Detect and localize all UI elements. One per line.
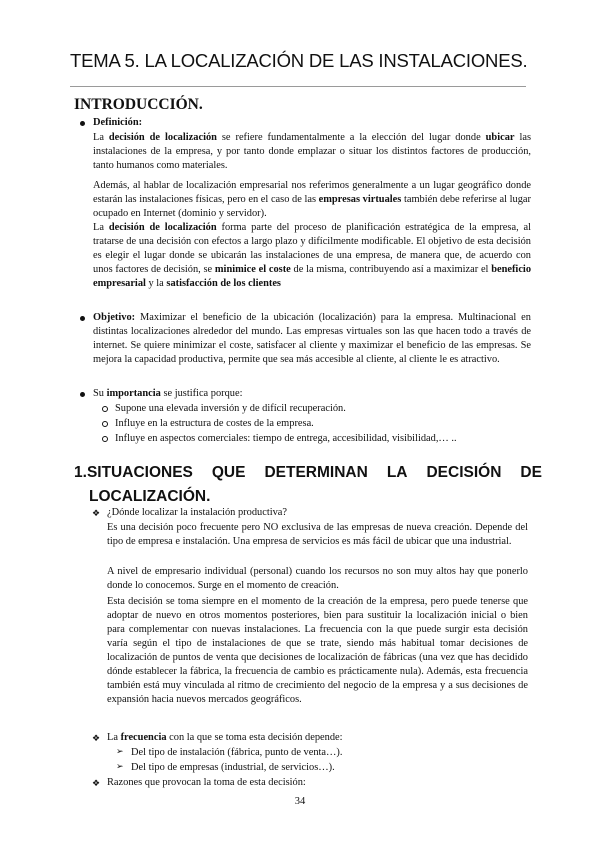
section-1-word: DECISIÓN	[426, 464, 502, 481]
question-1-paragraph-2: A nivel de empresario individual (personal) cuando los recursos no son muy altos hay que ponerlo donde lo conocemos. Surge en el momento de creación.	[107, 566, 528, 591]
diamond-bullet-icon: ❖	[92, 509, 101, 519]
title-underline	[70, 86, 526, 87]
section-1-word: DE	[520, 464, 542, 481]
importancia-item-3: Influye en aspectos comerciales: tiempo de entrega, accesibilidad, visibilidad,… ..	[115, 433, 457, 444]
importancia-line: Su importancia se justifica porque:	[93, 388, 243, 399]
importancia-item-2: Influye en la estructura de costes de la empresa.	[115, 418, 314, 429]
frecuencia-item-2: Del tipo de empresas (industrial, de servicios…).	[131, 762, 335, 773]
question-1: ¿Dónde localizar la instalación productiva?	[107, 507, 288, 518]
frecuencia-item-1: Del tipo de instalación (fábrica, punto de venta…).	[131, 747, 343, 758]
circle-bullet-icon	[102, 406, 108, 412]
question-1-paragraph-3: Esta decisión se toma siempre en el momento de la creación de la empresa, pero puede tenerse que adoptar de nuevo en otros momentos posteriores, bien para sustituir la localización inicial o bien para complementar con nuevas instalaciones. La frecuencia con la que puede surgir esta decisión varía según el tipo de instalaciones de que se trate, siendo más habitual tomar decisiones de localización de puntos de venta que decisiones de localización de fábricas (una vez que has decidido dónde establecer la fábrica, la frecuencia de cambio es prácticamente nula). Además, esta frecuencia también está muy vinculada al ritmo de crecimiento del negocio de la empresa y a sus decisiones de expansión hacia nuevos mercados geográficos.	[107, 596, 528, 705]
objetivo-paragraph: Objetivo: Maximizar el beneficio de la ubicación (localización) para la empresa. Multinacional en distintas localizaciones alrededor del mundo. Las empresas virtuales son las que hacen todo a través de internet. Se quiere minimizar el coste, satisfacer al cliente y maximizar el beneficio de las empresas. Se mejora la capacidad productiva, permite que sea más accesible al cliente, al cliente le es atractivo.	[93, 312, 531, 365]
question-1-paragraph-1: Es una decisión poco frecuente pero NO exclusiva de las empresas de nueva creación. Depende del tipo de empresa e instalación. Una empresa de servicios es más fácil de ubicar que una industrial.	[107, 522, 528, 547]
section-1-word: LA	[386, 464, 408, 481]
arrow-bullet-icon: ➢	[116, 747, 124, 757]
document-title: TEMA 5. LA LOCALIZACIÓN DE LAS INSTALACIONES.	[70, 50, 528, 71]
intro-heading: INTRODUCCIÓN.	[74, 96, 203, 113]
bullet-dot-icon	[80, 392, 85, 397]
section-1-heading-line-2: LOCALIZACIÓN.	[89, 488, 211, 505]
page-number: 34	[294, 796, 306, 807]
frecuencia-line: La frecuencia con la que se toma esta decisión depende:	[107, 732, 343, 743]
section-1-word: 1.SITUACIONES	[74, 464, 193, 481]
circle-bullet-icon	[102, 421, 108, 427]
razones-line: Razones que provocan la toma de esta decisión:	[107, 777, 306, 788]
section-1-word: QUE	[211, 464, 246, 481]
diamond-bullet-icon: ❖	[92, 734, 101, 744]
section-1-heading	[74, 461, 542, 509]
diamond-bullet-icon: ❖	[92, 779, 101, 789]
definicion-label: Definición:	[93, 117, 143, 128]
definicion-paragraph-3: La decisión de localización forma parte del proceso de planificación estratégica de la empresa, al tratarse de una decisión con efectos a largo plazo y difícilmente modificable. El objetivo de esta decisión es elegir el lugar donde se ubicarán las instalaciones de una empresa, de manera que, de acuerdo con unos factores de decisión, se minimice el coste de la misma, contribuyendo así a maximizar el beneficio empresarial y la satisfacción de los clientes	[93, 222, 532, 289]
section-1-word: DETERMINAN	[264, 464, 368, 481]
arrow-bullet-icon: ➢	[116, 762, 124, 772]
definicion-paragraph-1: La decisión de localización se refiere fundamentalmente a la elección del lugar donde ubicar las instalaciones de la empresa, y por tanto donde emplazar o situar los distintos factores de producción, tanto humanos como materiales.	[93, 132, 532, 171]
circle-bullet-icon	[102, 436, 108, 442]
bullet-dot-icon	[80, 316, 85, 321]
definicion-paragraph-2: Además, al hablar de localización empresarial nos referimos generalmente a un lugar geográfico donde estarán las instalaciones físicas, pero en el caso de las empresas virtuales también debe referirse al lugar ocupado en Internet (dominio y servidor).	[93, 180, 531, 219]
bullet-dot-icon	[80, 121, 85, 126]
importancia-item-1: Supone una elevada inversión y de difícil recuperación.	[115, 403, 346, 414]
